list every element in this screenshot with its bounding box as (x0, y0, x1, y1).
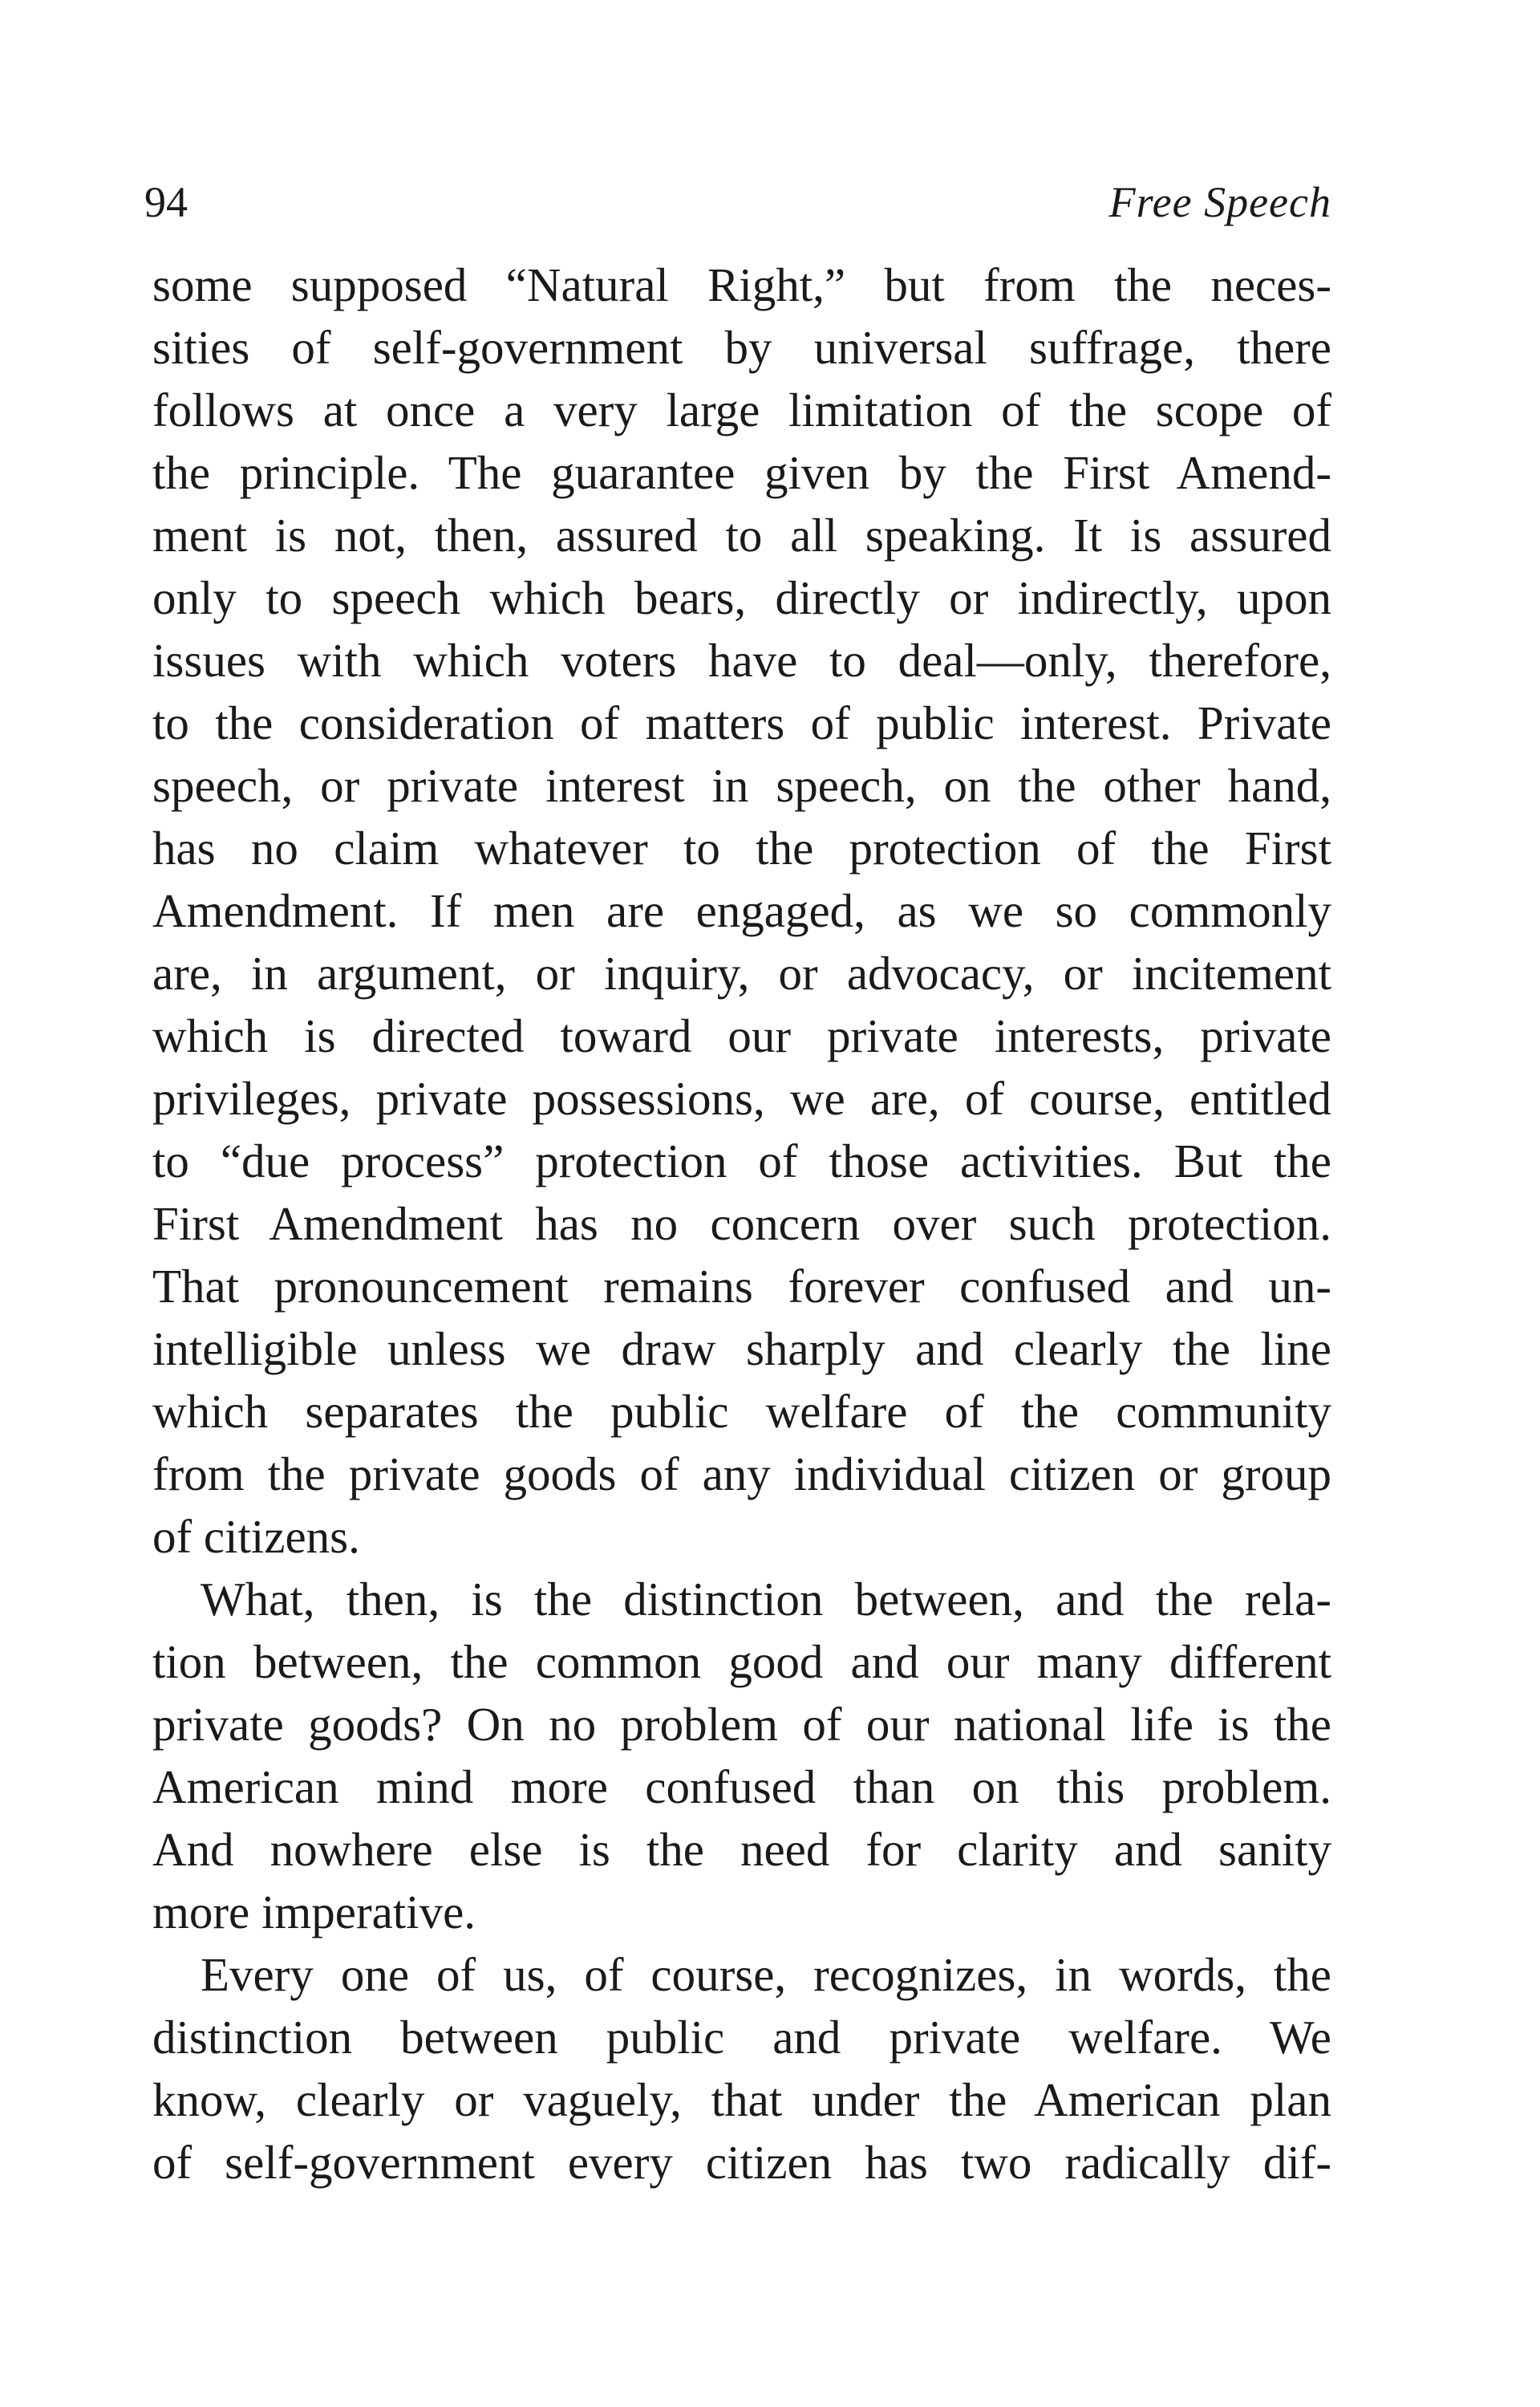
text-line: which is directed toward our private interests, private (152, 1009, 1331, 1062)
text-line: are, in argument, or inquiry, or advocacy, or incitement (152, 947, 1331, 1000)
text-line: issues with which voters have to deal—only, therefore, (152, 634, 1331, 687)
text-line: has no claim whatever to the protection of the First (152, 822, 1331, 875)
text-line: intelligible unless we draw sharply and clearly the line (152, 1322, 1331, 1375)
text-line: more imperative. (152, 1885, 476, 1938)
text-line: Every one of us, of course, recognizes, in words, the (201, 1948, 1331, 2001)
text-line: from the private goods of any individual citizen or group (152, 1447, 1331, 1500)
text-line: distinction between public and private welfare. We (152, 2011, 1331, 2064)
text-line: First Amendment has no concern over such protection. (152, 1197, 1331, 1250)
text-line: tion between, the common good and our many different (152, 1635, 1331, 1688)
text-line: sities of self-government by universal suffrage, there (152, 321, 1331, 374)
running-head-title: Free Speech (1108, 178, 1331, 226)
text-line: American mind more confused than on this problem. (152, 1760, 1331, 1813)
text-line: the principle. The guarantee given by the First Amend- (152, 446, 1331, 499)
text-line: know, clearly or vaguely, that under the American plan (152, 2073, 1331, 2126)
text-line: of citizens. (152, 1510, 360, 1563)
text-line: which separates the public welfare of the community (152, 1385, 1331, 1438)
running-head (144, 170, 1331, 234)
paragraph-2 (152, 1568, 1331, 1943)
text-line: private goods? On no problem of our national life is the (152, 1698, 1331, 1751)
text-line: Amendment. If men are engaged, as we so commonly (152, 884, 1331, 937)
text-line: some supposed “Natural Right,” but from the neces- (152, 258, 1331, 311)
text-line: privileges, private possessions, we are, of course, entitled (152, 1072, 1331, 1125)
paragraph-1 (152, 254, 1331, 1568)
text-line: speech, or private interest in speech, on the other hand, (152, 759, 1331, 812)
text-line: follows at once a very large limitation of the scope of (152, 384, 1331, 436)
text-line: That pronouncement remains forever confused and un- (152, 1260, 1331, 1313)
text-line: And nowhere else is the need for clarity and sanity (152, 1823, 1331, 1876)
text-line: What, then, is the distinction between, and the rela- (201, 1573, 1331, 1626)
text-line: of self-government every citizen has two radically dif- (152, 2136, 1331, 2189)
body-text (152, 254, 1331, 2194)
page-number: 94 (144, 178, 188, 226)
text-line: to “due process” protection of those activities. But the (152, 1134, 1331, 1187)
text-line: to the consideration of matters of public interest. Private (152, 696, 1331, 749)
text-line: ment is not, then, assured to all speaking. It is assured (152, 509, 1331, 562)
text-line: only to speech which bears, directly or indirectly, upon (152, 571, 1331, 624)
paragraph-3 (152, 1943, 1331, 2194)
